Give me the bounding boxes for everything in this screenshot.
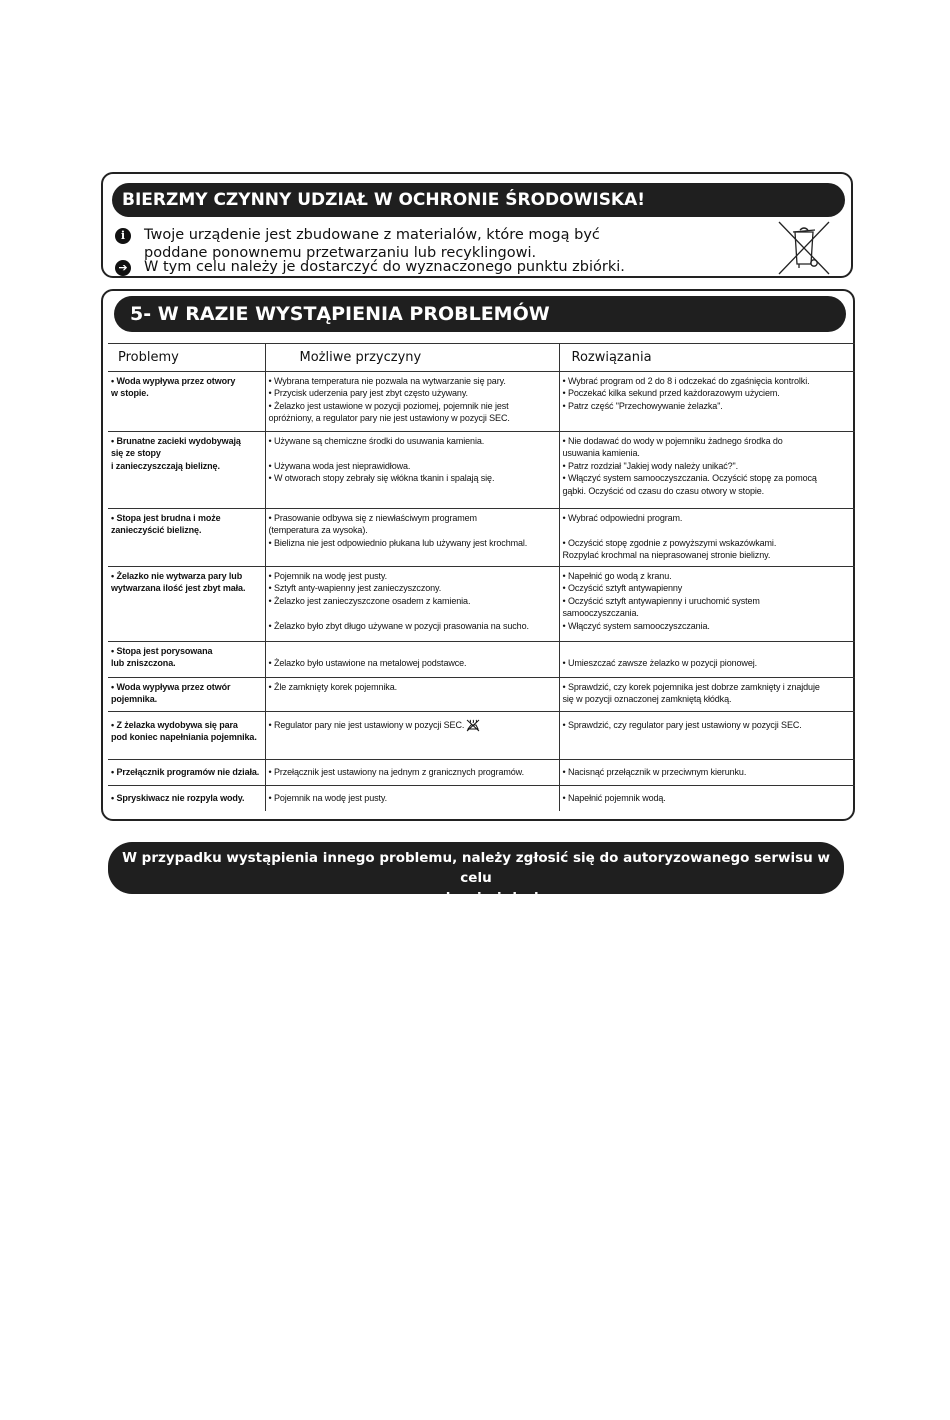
header-solutions: Rozwiązania (559, 344, 855, 372)
cause-item: • Pojemnik na wodę jest pusty. (268, 571, 388, 581)
cause-item: • Żelazko jest ustawione w pozycji poziomej, pojemnik nie jest opróżniony, a regulator pary nie jest ustawiony w pozycji SEC. (268, 400, 510, 424)
solution-item: • Nie dodawać do wody w pojemniku żadnego środka do usuwania kamienia. (562, 436, 783, 459)
environment-panel (101, 172, 853, 278)
solution-item: • Patrz rozdział "Jakiej wody należy unikać?". (562, 460, 739, 471)
service-note (108, 842, 844, 906)
solution-item: • Sprawdzić, czy regulator pary jest ustawiony w pozycji SEC. (562, 720, 802, 730)
problem-cell: • Woda wypływa przez otwór pojemnika. (111, 682, 231, 705)
solution-item: • Oczyścić stopę zgodnie z powyższymi wskazówkami. Rozpylać krochmal na nieprasowanej stronie bielizny. (562, 537, 777, 561)
action-text: W tym celu należy je dostarczyć do wyznaczonego punktu zbiórki. (144, 259, 625, 275)
problem-cell: • Stopa jest brudna i może zanieczyścić bieliznę. (111, 513, 221, 536)
solution-item: • Sprawdzić, czy korek pojemnika jest dobrze zamknięty i znajduje się w pozycji oznaczonej zamkniętą kłódką. (562, 682, 820, 705)
problem-cell: • Żelazko nie wytwarza pary lub wytwarzana ilość jest zbyt mała. (111, 571, 246, 594)
cause-item: • Prasowanie odbywa się z niewłaściwym programem (temperatura za wysoka). (268, 513, 477, 536)
problem-cell: • Spryskiwacz nie rozpyla wody. (111, 793, 245, 803)
table-row (108, 678, 855, 712)
table-row (108, 712, 855, 760)
cause-item: • Pojemnik na wodę jest pusty. (268, 793, 388, 803)
cause-item: • Żelazko było zbyt długo używane w pozycji prasowania na sucho. (268, 620, 529, 631)
service-note-line-1: W przypadku wystąpienia innego problemu, należy zgłosić się do autoryzowanego serwisu w celu (122, 850, 830, 886)
problem-cell: • Woda wypływa przez otwory w stopie. (111, 376, 236, 399)
table-row (108, 786, 855, 811)
arrow-right-icon: ➔ (115, 260, 131, 276)
cause-item: • Przycisk uderzenia pary jest zbyt często używany. (268, 388, 468, 399)
table-header-row (108, 344, 855, 372)
cause-item: • Wybrana temperatura nie pozwala na wytwarzanie się pary. (268, 376, 506, 386)
cause-item: • W otworach stopy zebrały się włókna tkanin i spalają się. (268, 473, 495, 484)
solution-item: • Napełnić go wodą z kranu. (562, 571, 672, 581)
problem-cell: • Przełącznik programów nie działa. (111, 767, 260, 777)
info-text-1: Twoje urządenie jest zbudowane z materialów, które mogą być (144, 227, 600, 243)
troubleshooting-table (108, 343, 855, 811)
problem-cell: • Stopa jest porysowana lub zniszczona. (111, 646, 213, 669)
solution-item: • Wybrać program od 2 do 8 i odczekać do zgaśnięcia kontrolki. (562, 376, 810, 386)
table-row (108, 567, 855, 642)
solution-item: • Umieszczać zawsze żelazko w pozycji pionowej. (562, 658, 758, 669)
solution-item: • Włączyć system samooczyszczania. (562, 620, 710, 631)
table-row (108, 432, 855, 509)
solution-item: • Napełnić pojemnik wodą. (562, 793, 666, 803)
info-text-2: poddane ponownemu przetwarzaniu lub recyklingowi. (144, 245, 537, 261)
troubleshooting-panel (101, 289, 855, 821)
solution-item: • Wybrać odpowiedni program. (562, 513, 683, 523)
table-row (108, 509, 855, 567)
problem-cell: • Z żelazka wydobywa się para pod koniec napełniania pojemnika. (111, 720, 257, 743)
crossed-out-bin-icon (777, 220, 831, 276)
info-icon: i (115, 228, 131, 244)
environment-title: BIERZMY CZYNNY UDZIAŁ W OCHRONIE ŚRODOWISKA! (112, 183, 845, 217)
cause-item: • Żelazko było ustawione na metalowej podstawce. (268, 658, 467, 669)
solution-item: • Włączyć system samooczyszczania. Oczyścić stopę za pomocą gąbki. Oczyścić od czasu do czasu otwory w stopie. (562, 473, 817, 496)
cause-item: • Bielizna nie jest odpowiednio płukana lub używany jest krochmal. (268, 537, 528, 548)
table-row (108, 760, 855, 786)
cause-item: • Sztyft anty-wapienny jest zanieczyszczony. (268, 583, 442, 594)
cause-item: • Używana woda jest nieprawidłowa. (268, 460, 411, 471)
cause-item: • Żelazko jest zanieczyszczone osadem z kamienia. (268, 595, 471, 606)
cause-item: • Regulator pary nie jest ustawiony w pozycji SEC. (269, 715, 557, 732)
problem-cell: • Brunatne zacieki wydobywają się ze stopy i zanieczyszczają bieliznę. (111, 436, 241, 471)
solution-item: • Oczyścić sztyft antywapienny (562, 583, 683, 594)
action-line (115, 258, 625, 277)
solution-item: • Patrz część "Przechowywanie żelazka". (562, 400, 723, 411)
cause-item: • Źle zamknięty korek pojemnika. (268, 682, 397, 692)
cause-item: • Przełącznik jest ustawiony na jednym z granicznych programów. (268, 767, 524, 777)
header-causes: Możliwe przyczyny (265, 344, 559, 372)
troubleshooting-title: 5- W RAZIE WYSTĄPIENIA PROBLEMÓW (114, 296, 846, 332)
solution-item: • Oczyścić sztyft antywapienny i uruchomić system samooczyszczania. (562, 595, 760, 619)
table-row (108, 372, 855, 432)
table-row (108, 642, 855, 678)
solution-item: • Poczekać kilka sekund przed każdorazowym użyciem. (562, 388, 780, 399)
header-problems: Problemy (108, 344, 265, 372)
cause-item: • Używane są chemiczne środki do usuwania kamienia. (268, 436, 485, 446)
solution-item: • Nacisnąć przełącznik w przeciwnym kierunku. (562, 767, 747, 777)
service-note-line-2: sprawdzenia żelazka. (394, 890, 558, 906)
info-line (115, 226, 600, 245)
steam-off-icon (466, 719, 480, 732)
